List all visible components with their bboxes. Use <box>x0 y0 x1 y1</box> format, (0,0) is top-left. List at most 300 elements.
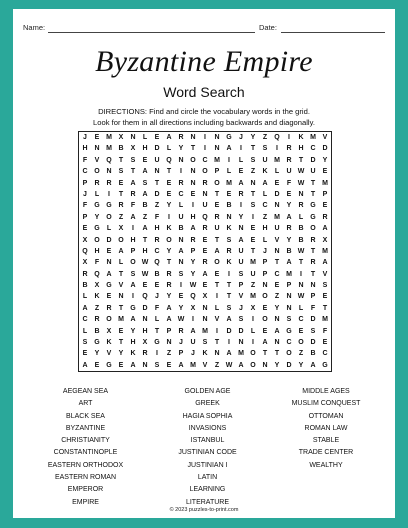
grid-cell[interactable]: O <box>214 179 220 187</box>
grid-cell[interactable]: M <box>310 134 316 141</box>
grid-cell[interactable]: R <box>130 190 136 198</box>
grid-cell[interactable]: W <box>297 247 305 255</box>
grid-cell[interactable]: P <box>82 213 88 221</box>
grid-cell[interactable]: T <box>310 247 316 255</box>
grid-cell[interactable]: N <box>202 316 208 324</box>
grid-cell[interactable]: G <box>310 213 316 221</box>
grid-cell[interactable]: A <box>238 361 244 369</box>
grid-cell[interactable]: F <box>130 202 136 210</box>
grid-cell[interactable]: L <box>274 168 280 176</box>
grid-cell[interactable]: M <box>322 316 328 324</box>
grid-cell[interactable]: C <box>298 316 304 324</box>
grid-cell[interactable]: E <box>322 202 328 210</box>
grid-cell[interactable]: O <box>202 168 208 176</box>
grid-cell[interactable]: J <box>83 190 87 198</box>
grid-cell[interactable]: L <box>106 225 112 233</box>
grid-cell[interactable]: P <box>238 282 244 290</box>
grid-cell[interactable]: C <box>286 339 292 347</box>
grid-cell[interactable]: R <box>106 304 112 312</box>
grid-cell[interactable]: L <box>118 259 124 267</box>
grid-cell[interactable]: F <box>154 304 160 312</box>
grid-cell[interactable]: H <box>262 225 268 233</box>
grid-cell[interactable]: W <box>297 293 305 301</box>
grid-cell[interactable]: P <box>310 293 316 301</box>
grid-cell[interactable]: R <box>166 270 172 278</box>
grid-cell[interactable]: O <box>94 236 100 244</box>
grid-cell[interactable]: N <box>166 339 172 347</box>
grid-cell[interactable]: I <box>204 145 206 153</box>
grid-cell[interactable]: S <box>286 316 292 324</box>
grid-cell[interactable]: T <box>322 304 328 312</box>
grid-cell[interactable]: A <box>166 316 172 324</box>
grid-cell[interactable]: N <box>226 213 232 221</box>
grid-cell[interactable]: J <box>263 247 267 255</box>
grid-cell[interactable]: N <box>106 168 112 176</box>
grid-cell[interactable]: G <box>154 339 160 347</box>
grid-cell[interactable]: X <box>190 304 196 312</box>
grid-cell[interactable]: A <box>142 225 148 233</box>
grid-cell[interactable]: E <box>214 202 220 210</box>
grid-cell[interactable]: G <box>226 134 232 141</box>
grid-cell[interactable]: D <box>310 156 316 164</box>
grid-cell[interactable]: R <box>154 236 160 244</box>
grid-cell[interactable]: A <box>262 179 268 187</box>
grid-cell[interactable]: A <box>130 282 136 290</box>
grid-cell[interactable]: E <box>202 282 208 290</box>
grid-cell[interactable]: N <box>274 339 280 347</box>
grid-cell[interactable]: R <box>286 225 292 233</box>
grid-cell[interactable]: Y <box>250 134 256 141</box>
grid-cell[interactable]: O <box>250 350 256 358</box>
grid-cell[interactable]: B <box>226 202 232 210</box>
grid-cell[interactable]: T <box>310 179 316 187</box>
grid-cell[interactable]: N <box>130 134 136 141</box>
grid-cell[interactable]: H <box>130 236 136 244</box>
grid-cell[interactable]: O <box>262 293 268 301</box>
grid-cell[interactable]: D <box>238 327 244 335</box>
grid-cell[interactable]: S <box>226 304 232 312</box>
grid-cell[interactable]: Q <box>82 247 88 255</box>
grid-cell[interactable]: D <box>274 190 280 198</box>
date-line[interactable] <box>281 32 385 33</box>
grid-cell[interactable]: S <box>250 202 256 210</box>
grid-cell[interactable]: A <box>130 316 136 324</box>
grid-cell[interactable]: R <box>166 282 172 290</box>
grid-cell[interactable]: N <box>310 282 316 290</box>
grid-cell[interactable]: C <box>310 145 316 153</box>
grid-cell[interactable]: B <box>298 225 304 233</box>
grid-cell[interactable]: E <box>250 225 256 233</box>
grid-cell[interactable]: B <box>178 225 184 233</box>
grid-cell[interactable]: C <box>82 316 88 324</box>
grid-cell[interactable]: Z <box>166 350 172 358</box>
grid-cell[interactable]: E <box>214 270 220 278</box>
grid-cell[interactable]: N <box>274 316 280 324</box>
grid-cell[interactable]: L <box>94 190 100 198</box>
grid-cell[interactable]: G <box>106 202 112 210</box>
grid-cell[interactable]: J <box>155 293 159 301</box>
grid-cell[interactable]: E <box>142 156 148 164</box>
grid-cell[interactable]: A <box>238 236 244 244</box>
grid-cell[interactable]: P <box>322 190 328 198</box>
grid-cell[interactable]: E <box>82 225 88 233</box>
grid-cell[interactable]: E <box>94 361 100 369</box>
grid-cell[interactable]: M <box>238 350 244 358</box>
grid-cell[interactable]: A <box>322 259 328 267</box>
grid-cell[interactable]: N <box>190 179 196 187</box>
grid-cell[interactable]: R <box>286 145 292 153</box>
grid-cell[interactable]: E <box>142 282 148 290</box>
grid-cell[interactable]: E <box>274 282 280 290</box>
grid-cell[interactable]: X <box>118 225 124 233</box>
grid-cell[interactable]: A <box>262 339 268 347</box>
grid-cell[interactable]: V <box>106 350 112 358</box>
grid-cell[interactable]: B <box>154 270 160 278</box>
grid-cell[interactable]: O <box>214 259 220 267</box>
grid-cell[interactable]: S <box>130 156 136 164</box>
grid-cell[interactable]: M <box>274 213 280 221</box>
grid-cell[interactable]: L <box>142 134 148 141</box>
grid-cell[interactable]: T <box>274 259 280 267</box>
grid-cell[interactable]: T <box>118 339 124 347</box>
grid-cell[interactable]: E <box>226 190 232 198</box>
grid-cell[interactable]: N <box>202 190 208 198</box>
grid-cell[interactable]: L <box>238 156 244 164</box>
grid-cell[interactable]: R <box>226 247 232 255</box>
grid-cell[interactable]: N <box>154 168 160 176</box>
grid-cell[interactable]: T <box>298 156 304 164</box>
grid-cell[interactable]: Y <box>178 304 184 312</box>
grid-cell[interactable]: T <box>214 339 220 347</box>
grid-cell[interactable]: Q <box>94 270 100 278</box>
grid-cell[interactable]: G <box>106 361 112 369</box>
grid-cell[interactable]: O <box>286 350 292 358</box>
grid-cell[interactable]: X <box>130 145 136 153</box>
grid-cell[interactable]: N <box>238 225 244 233</box>
grid-cell[interactable]: A <box>178 247 184 255</box>
grid-cell[interactable]: T <box>226 293 232 301</box>
grid-cell[interactable]: I <box>300 270 302 278</box>
grid-cell[interactable]: M <box>214 156 220 164</box>
grid-cell[interactable]: C <box>322 350 328 358</box>
grid-cell[interactable]: E <box>322 168 328 176</box>
grid-cell[interactable]: B <box>142 202 148 210</box>
grid-cell[interactable]: Y <box>166 202 172 210</box>
grid-cell[interactable]: O <box>94 168 100 176</box>
grid-cell[interactable]: S <box>142 179 148 187</box>
grid-cell[interactable]: Y <box>166 293 172 301</box>
grid-cell[interactable]: E <box>82 350 88 358</box>
grid-cell[interactable]: K <box>202 350 208 358</box>
grid-cell[interactable]: H <box>142 145 148 153</box>
grid-cell[interactable]: W <box>189 282 197 290</box>
grid-cell[interactable]: T <box>250 190 256 198</box>
grid-cell[interactable]: N <box>94 145 100 153</box>
grid-cell[interactable]: C <box>202 156 208 164</box>
grid-cell[interactable]: Q <box>190 293 196 301</box>
grid-cell[interactable]: R <box>142 350 148 358</box>
grid-cell[interactable]: U <box>154 156 160 164</box>
grid-cell[interactable]: Y <box>190 259 196 267</box>
grid-cell[interactable]: H <box>82 145 88 153</box>
grid-cell[interactable]: A <box>190 327 196 335</box>
grid-cell[interactable]: T <box>310 270 316 278</box>
grid-cell[interactable]: T <box>118 190 124 198</box>
grid-cell[interactable]: G <box>94 339 100 347</box>
grid-cell[interactable]: E <box>238 168 244 176</box>
grid-cell[interactable]: F <box>322 327 328 335</box>
grid-cell[interactable]: O <box>106 316 112 324</box>
grid-cell[interactable]: U <box>274 225 280 233</box>
grid-cell[interactable]: P <box>262 270 268 278</box>
word-search-grid[interactable] <box>79 132 331 371</box>
grid-cell[interactable]: N <box>286 293 292 301</box>
grid-cell[interactable]: R <box>106 179 112 187</box>
grid-cell[interactable]: K <box>298 134 304 141</box>
grid-cell[interactable]: O <box>310 225 316 233</box>
grid-cell[interactable]: L <box>82 327 88 335</box>
grid-cell[interactable]: X <box>94 282 100 290</box>
grid-cell[interactable]: R <box>202 179 208 187</box>
grid-cell[interactable]: T <box>298 259 304 267</box>
grid-cell[interactable]: C <box>262 202 268 210</box>
grid-cell[interactable]: P <box>262 259 268 267</box>
grid-cell[interactable]: Z <box>250 282 256 290</box>
grid-cell[interactable]: Q <box>106 156 112 164</box>
grid-cell[interactable]: E <box>154 282 160 290</box>
grid-cell[interactable]: N <box>178 236 184 244</box>
grid-cell[interactable]: O <box>130 259 136 267</box>
grid-cell[interactable]: A <box>130 361 136 369</box>
grid-cell[interactable]: U <box>238 259 244 267</box>
grid-cell[interactable]: D <box>106 236 112 244</box>
grid-cell[interactable]: R <box>190 236 196 244</box>
grid-cell[interactable]: S <box>154 361 160 369</box>
grid-cell[interactable]: C <box>178 190 184 198</box>
grid-cell[interactable]: N <box>190 168 196 176</box>
grid-cell[interactable]: R <box>310 259 316 267</box>
grid-cell[interactable]: M <box>250 259 256 267</box>
grid-cell[interactable]: R <box>94 179 100 187</box>
grid-cell[interactable]: G <box>106 282 112 290</box>
grid-cell[interactable]: E <box>322 293 328 301</box>
grid-cell[interactable]: Q <box>154 259 160 267</box>
grid-cell[interactable]: A <box>310 361 316 369</box>
grid-cell[interactable]: P <box>178 350 184 358</box>
grid-cell[interactable]: H <box>190 213 196 221</box>
grid-cell[interactable]: Z <box>274 293 280 301</box>
grid-cell[interactable]: A <box>130 179 136 187</box>
grid-cell[interactable]: K <box>106 339 112 347</box>
grid-cell[interactable]: A <box>82 304 88 312</box>
grid-cell[interactable]: H <box>142 247 148 255</box>
grid-cell[interactable]: N <box>178 156 184 164</box>
grid-cell[interactable]: T <box>118 156 124 164</box>
grid-cell[interactable]: R <box>298 202 304 210</box>
grid-cell[interactable]: D <box>310 316 316 324</box>
grid-cell[interactable]: C <box>154 247 160 255</box>
grid-cell[interactable]: N <box>274 247 280 255</box>
grid-cell[interactable]: O <box>250 361 256 369</box>
grid-cell[interactable]: W <box>297 179 305 187</box>
grid-cell[interactable]: I <box>228 270 230 278</box>
grid-cell[interactable]: P <box>286 282 292 290</box>
grid-cell[interactable]: Y <box>238 213 244 221</box>
grid-cell[interactable]: Y <box>94 350 100 358</box>
grid-cell[interactable]: N <box>142 316 148 324</box>
grid-cell[interactable]: Z <box>250 168 256 176</box>
grid-cell[interactable]: R <box>286 156 292 164</box>
grid-cell[interactable]: R <box>94 316 100 324</box>
grid-cell[interactable]: A <box>190 225 196 233</box>
grid-cell[interactable]: T <box>118 270 124 278</box>
grid-cell[interactable]: E <box>154 134 160 141</box>
grid-cell[interactable]: W <box>177 316 185 324</box>
grid-cell[interactable]: V <box>322 270 328 278</box>
grid-cell[interactable]: X <box>322 236 328 244</box>
grid-cell[interactable]: H <box>298 145 304 153</box>
grid-cell[interactable]: D <box>310 339 316 347</box>
grid-cell[interactable]: S <box>130 270 136 278</box>
grid-cell[interactable]: E <box>106 293 112 301</box>
grid-cell[interactable]: M <box>250 293 256 301</box>
grid-cell[interactable]: G <box>94 225 100 233</box>
grid-cell[interactable]: N <box>214 350 220 358</box>
grid-cell[interactable]: W <box>141 259 149 267</box>
grid-cell[interactable]: K <box>226 259 232 267</box>
grid-cell[interactable]: A <box>286 259 292 267</box>
grid-cell[interactable]: O <box>106 213 112 221</box>
grid-cell[interactable]: X <box>142 339 148 347</box>
grid-cell[interactable]: E <box>202 247 208 255</box>
grid-cell[interactable]: L <box>154 316 160 324</box>
grid-cell[interactable]: T <box>166 168 172 176</box>
grid-cell[interactable]: I <box>180 282 182 290</box>
grid-cell[interactable]: M <box>274 156 280 164</box>
grid-cell[interactable]: J <box>83 134 87 141</box>
grid-cell[interactable]: E <box>298 327 304 335</box>
grid-cell[interactable]: A <box>202 270 208 278</box>
grid-cell[interactable]: M <box>286 270 292 278</box>
grid-cell[interactable]: E <box>94 134 100 141</box>
grid-cell[interactable]: R <box>214 213 220 221</box>
grid-cell[interactable]: I <box>156 350 158 358</box>
grid-cell[interactable]: Y <box>298 361 304 369</box>
grid-cell[interactable]: F <box>82 202 88 210</box>
grid-cell[interactable]: B <box>82 282 88 290</box>
grid-cell[interactable]: S <box>82 339 88 347</box>
grid-cell[interactable]: R <box>238 190 244 198</box>
grid-cell[interactable]: E <box>166 190 172 198</box>
grid-cell[interactable]: N <box>238 339 244 347</box>
grid-cell[interactable]: D <box>142 304 148 312</box>
grid-cell[interactable]: M <box>106 145 112 153</box>
grid-cell[interactable]: X <box>82 259 88 267</box>
grid-cell[interactable]: G <box>310 202 316 210</box>
grid-cell[interactable]: Z <box>154 202 160 210</box>
grid-cell[interactable]: I <box>240 202 242 210</box>
grid-cell[interactable]: N <box>286 304 292 312</box>
grid-cell[interactable]: D <box>322 145 328 153</box>
grid-cell[interactable]: Y <box>274 304 280 312</box>
grid-cell[interactable]: N <box>190 134 196 141</box>
grid-cell[interactable]: D <box>154 145 160 153</box>
grid-cell[interactable]: I <box>216 293 218 301</box>
grid-cell[interactable]: C <box>274 270 280 278</box>
grid-cell[interactable]: N <box>106 259 112 267</box>
grid-cell[interactable]: N <box>274 202 280 210</box>
grid-cell[interactable]: M <box>322 247 328 255</box>
grid-cell[interactable]: K <box>130 350 136 358</box>
grid-cell[interactable]: H <box>142 327 148 335</box>
grid-cell[interactable]: B <box>298 236 304 244</box>
grid-cell[interactable]: Z <box>298 350 304 358</box>
grid-cell[interactable]: U <box>250 270 256 278</box>
grid-cell[interactable]: B <box>286 247 292 255</box>
grid-cell[interactable]: I <box>252 339 254 347</box>
grid-cell[interactable]: L <box>226 168 232 176</box>
grid-cell[interactable]: P <box>190 247 196 255</box>
grid-cell[interactable]: I <box>192 202 194 210</box>
grid-cell[interactable]: Y <box>322 156 328 164</box>
grid-cell[interactable]: A <box>166 134 172 141</box>
grid-cell[interactable]: Y <box>130 327 136 335</box>
grid-cell[interactable]: Z <box>214 361 220 369</box>
grid-cell[interactable]: Z <box>262 213 268 221</box>
grid-cell[interactable]: V <box>202 361 208 369</box>
grid-cell[interactable]: L <box>166 145 172 153</box>
grid-cell[interactable]: M <box>226 179 232 187</box>
grid-cell[interactable]: A <box>322 225 328 233</box>
grid-cell[interactable]: W <box>141 270 149 278</box>
grid-cell[interactable]: E <box>166 179 172 187</box>
grid-cell[interactable]: S <box>322 282 328 290</box>
grid-cell[interactable]: L <box>214 304 220 312</box>
grid-cell[interactable]: N <box>214 134 220 141</box>
grid-cell[interactable]: R <box>118 202 124 210</box>
grid-cell[interactable]: Y <box>190 270 196 278</box>
grid-cell[interactable]: X <box>118 134 124 141</box>
grid-cell[interactable]: I <box>132 225 134 233</box>
grid-cell[interactable]: J <box>239 304 243 312</box>
grid-cell[interactable]: E <box>286 190 292 198</box>
grid-cell[interactable]: T <box>214 190 220 198</box>
grid-cell[interactable]: Z <box>142 213 148 221</box>
grid-cell[interactable]: A <box>226 316 232 324</box>
grid-cell[interactable]: X <box>202 293 208 301</box>
grid-cell[interactable]: H <box>154 225 160 233</box>
grid-cell[interactable]: X <box>250 304 256 312</box>
grid-cell[interactable]: A <box>226 350 232 358</box>
grid-cell[interactable]: P <box>130 247 136 255</box>
grid-cell[interactable]: R <box>322 213 328 221</box>
grid-cell[interactable]: Y <box>166 247 172 255</box>
grid-cell[interactable]: E <box>274 179 280 187</box>
grid-cell[interactable]: A <box>166 304 172 312</box>
grid-cell[interactable]: I <box>108 190 110 198</box>
grid-cell[interactable]: A <box>286 213 292 221</box>
grid-cell[interactable]: M <box>190 361 196 369</box>
grid-cell[interactable]: U <box>262 156 268 164</box>
grid-cell[interactable]: G <box>322 361 328 369</box>
grid-cell[interactable]: E <box>250 236 256 244</box>
grid-cell[interactable]: S <box>310 327 316 335</box>
grid-cell[interactable]: M <box>202 327 208 335</box>
grid-cell[interactable]: E <box>106 247 112 255</box>
grid-cell[interactable]: T <box>166 259 172 267</box>
grid-cell[interactable]: A <box>130 213 136 221</box>
grid-cell[interactable]: F <box>154 213 160 221</box>
